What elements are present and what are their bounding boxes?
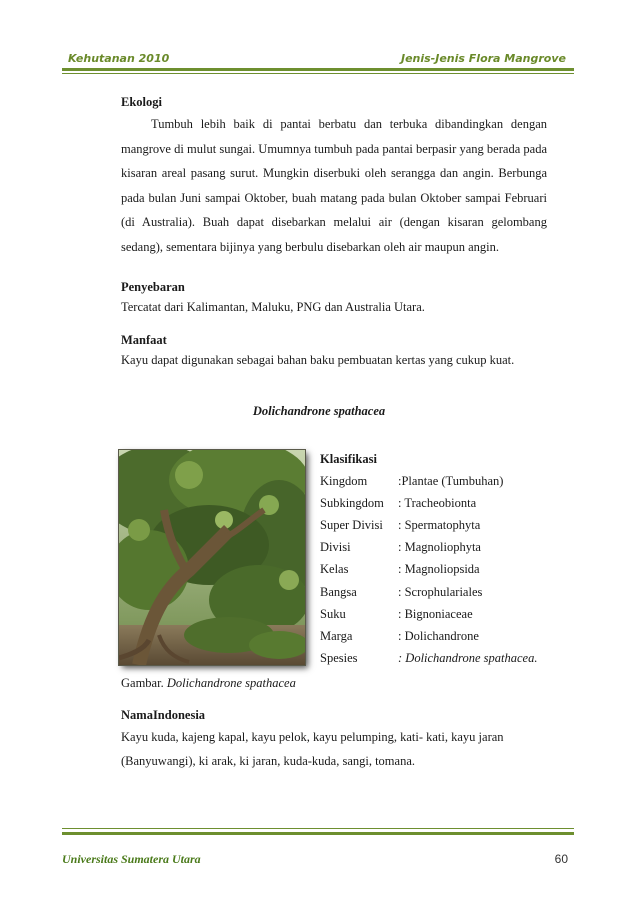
penyebaran-text: Tercatat dari Kalimantan, Maluku, PNG dan Australia Utara.	[121, 300, 425, 314]
manfaat-section	[121, 330, 547, 370]
klasifikasi-value: : Dolichandrone	[398, 629, 479, 643]
nama-indonesia-line-1: Kayu kuda, kajeng kapal, kayu pelok, kayu pelumping, kati- kati, kayu jaran	[121, 730, 504, 744]
header-left-title: Kehutanan 2010	[68, 52, 170, 65]
klasifikasi-key: Spesies	[320, 651, 358, 665]
manfaat-text: Kayu dapat digunakan sebagai bahan baku pembuatan kertas yang cukup kuat.	[121, 353, 515, 367]
klasifikasi-key: Suku	[320, 607, 346, 621]
klasifikasi-key: Kingdom	[320, 474, 368, 488]
tree-photo	[119, 450, 305, 665]
klasifikasi-row-kelas	[320, 562, 560, 582]
klasifikasi-key: Bangsa	[320, 585, 357, 599]
klasifikasi-row-subkingdom	[320, 496, 560, 516]
klasifikasi-row-suku	[320, 607, 560, 627]
figure-caption	[121, 676, 296, 691]
klasifikasi-value: : Scrophulariales	[398, 585, 483, 599]
ekologi-section	[121, 92, 547, 259]
klasifikasi-row-kingdom	[320, 474, 560, 494]
caption-species: Dolichandrone spathacea	[166, 676, 296, 690]
header-rule-thick	[62, 68, 574, 71]
klasifikasi-key: Super Divisi	[320, 518, 383, 532]
manfaat-heading: Manfaat	[121, 333, 167, 347]
ekologi-text: Tumbuh lebih baik di pantai berbatu dan terbuka dibandingkan dengan mangrove di mulut sungai. Umumnya tumbuh pada pantai berpasir yang berada pada kisaran areal pasang surut. Mungkin diserbuki oleh serangga dan angin. Berbunga pada bulan Juni sampai Oktober, buah matang pada bulan Oktober sampai Februari (di Australia). Buah dapat disebarkan melalui air (dengan kisaran gelombang sedang), sementara bijinya yang berbulu disebarkan oleh air maupun angin.	[121, 117, 547, 254]
klasifikasi-key: Marga	[320, 629, 353, 643]
nama-indonesia-heading: NamaIndonesia	[121, 708, 206, 722]
header-rule-thin	[62, 73, 574, 74]
klasifikasi-value: : Spermatophyta	[398, 518, 481, 532]
footer-rule-thin	[62, 828, 574, 829]
footer-rule-thick	[62, 832, 574, 835]
klasifikasi-key: Subkingdom	[320, 496, 384, 510]
klasifikasi-value: : Dolichandrone spathacea.	[398, 651, 538, 665]
klasifikasi-row-divisi	[320, 540, 560, 560]
klasifikasi-value: : Tracheobionta	[398, 496, 477, 510]
klasifikasi-key: Divisi	[320, 540, 351, 554]
klasifikasi-value: : Magnoliophyta	[398, 540, 481, 554]
page-number: 60	[554, 852, 568, 866]
klasifikasi-value: : Magnoliopsida	[398, 562, 480, 576]
nama-indonesia-line-2: (Banyuwangi), ki arak, ki jaran, kuda-kuda, sangi, tomana.	[121, 754, 416, 768]
klasifikasi-key: Kelas	[320, 562, 349, 576]
klasifikasi-row-spesies	[320, 651, 560, 671]
klasifikasi-value: :Plantae (Tumbuhan)	[398, 474, 504, 488]
klasifikasi-value: : Bignoniaceae	[398, 607, 473, 621]
klasifikasi-heading: Klasifikasi	[320, 452, 377, 466]
tree-photo-illustration	[119, 450, 305, 665]
penyebaran-section	[121, 277, 547, 317]
caption-prefix: Gambar.	[121, 676, 167, 690]
footer-university: Universitas Sumatera Utara	[62, 852, 201, 866]
klasifikasi-row-super-divisi	[320, 518, 560, 538]
ekologi-heading: Ekologi	[121, 95, 162, 109]
species-title: Dolichandrone spathacea	[252, 404, 386, 418]
penyebaran-heading: Penyebaran	[121, 280, 185, 294]
header-right-title: Jenis-Jenis Flora Mangrove	[400, 52, 566, 65]
klasifikasi-row-bangsa	[320, 585, 560, 605]
klasifikasi-row-marga	[320, 629, 560, 649]
nama-indonesia-section	[121, 705, 547, 773]
